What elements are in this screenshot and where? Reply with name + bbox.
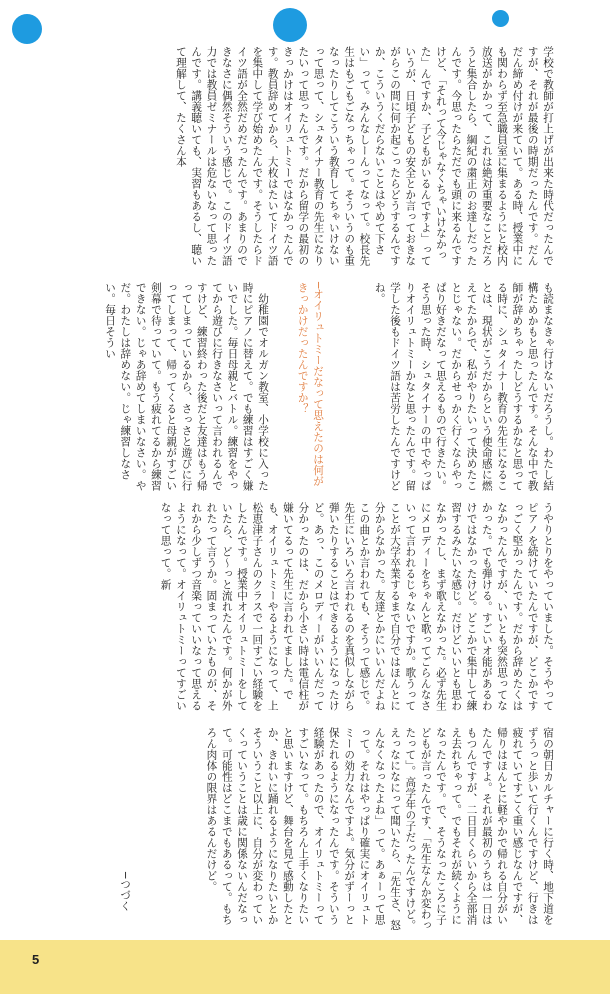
article-text-lower-a: うやりとりをやっていました。そうやってピアノを続けていたんですが、どこかですっごく堅かったんです。だから辞めたくはなかったんですが、いいとも突然思ってなかった。でも弾ける。すごいオ能があるわけではなかったけど。どこかで集中して練習するみたいな感じ。だけどいいとも思わなかったし、まず歌えなかった。必ず先生にメロディーをちゃんと歌ってごらんなさいって言われるじゃないですか。歌うってことが大学卒業するまで自分ではほんとに分からなかった。友達とかにいいんだよねこの曲とか言われても、そうって感じで。先生にいろいろ言われるのを真似しながら弾いたりすることはできるようになったけど。あっ、このメロディーがいいんだって分かったのは、だから小さい時は電信柱が嫌いてるって先生に言われてました。でも、オイリュトミーやるようになって、上松恵津子さんのクラスで一回すごい経験をしたんです。授業中オイリュトミーをしていたら、ど〜っと流れたんです。何かが外れたって言うか。固まっていたものが、それから少しずつ音楽っていいなって思えるようになって。オイリュトミーってすごいなって思って。新	[159, 502, 554, 711]
interview-question: ─オイリュトミーだなって思えたのは何がきっかけだったんですか？	[296, 282, 324, 487]
article-text-middle-a: も読まなきゃ行けないだろうし。わたし結構ためかもと思ったんです。そんな中で教師が辞めちゃったしどうするかなと思ってる時に、シュタイナー教育の先生になることは、現状がこうだからという使命感に燃えてたからで、私がやりたいって決めたことじゃない。だからせっかく行くならやっぱり好きだなって思えるもので行きたい。そう思った時、シュタイナーの中でやっぱりオイリュトミーかなと思ったんです。留学した後もドイツ語は苦労したんですけどね。	[373, 282, 554, 491]
page-number: 5	[32, 952, 40, 967]
article-text-top: 学校で教師が打上げが出来た時代だったんですが、それが最後の時期だったんです。だんだん締め付けが来ていて。ある時、授業中にも関わらず至急職員室に集まるようにと校内放送がかかって、これは絶対重要なことだろうと集合したら、綱紀の粛正のお達しだったんです。今思ったらただでも頭に来るんですけど、「それって今じゃなくちゃいけなかった」んですか、子どもがいるんですよ」っていうが、日頃子どもの安全とか言っておきながらこの間に何か起こったらどうするんですか、こういうくだらないことはやめて下さい」って。みんなしーんってなって。校長先生はもごもごなっちゃって。そういうのも重なったりしてこういう教育してちゃいけないって思って、シュタイナー教育の先生になりたいって思ったんです。だから留学の最初のきっかけはオイリュトミーではなかったんです。教員辞めてから、大枚はたいてドイツ語を集中して学び始めたんです。そうしたらドイツ語が全然だめだったんです。あまりのできなさに偶然そういう感じで。このドイツ語力では教員ゼミナールは危ないなって思ったんです。講義聴いても、実習もあるし、聴いて理解して、たくさん本	[174, 46, 554, 266]
decorative-dot-right	[492, 10, 509, 27]
article-text-lower-b: 宿の朝日カルチャーに行く時、地下道をずうっと歩いて行くんですけど、行きは疲れていてすごく重い感じなんですが、帰りはほんとに軽やかで帰れる自分がいたんですよ。それが最初のうちは一日はもつんですが、二日目くらいから全部消え去れちゃって。でもそれが続くようになったんです。で、そうなったころに子どもが言ったんです、「先生なんか変わったって」。高学年の子だったんですけど。えっなになにって聞いたら、「先生さ、怒んなくなったよね」って。あぁーって思って。それはやっぱり確実にオイリュトミーの効力なんですよ。気分がずーっと保たれるようになったんです。そういう経験があったので、オイリュトミーってすごいなって。もちろん上手くなりたいと思いますけど、舞台を見て感動したとか、きれいに踊れるようになりたいとかそういうこと以上に、自分が変わっていくっていうことは歳に関係ないんだなって。可能性はどこまでもあるって。もちろん肉体の限界はあるんだけど。	[205, 727, 554, 931]
decorative-dot-left	[12, 14, 42, 44]
decorative-dot-center	[273, 8, 307, 42]
footer-band	[0, 940, 610, 994]
article-text-middle-b: 幼稚園でオルガン教室、小学校に入った時にピアノに替えて。でも練習はすごく嫌いでした。毎日母親とバトル。練習をやってから遊びに行きなさいって言われるんですけど、練習終わった後だと友達はもう帰ってしまっているから、さっさと遊びに行ってしまって、帰ってくると母親がすごい剣幕で待っていて。もう疲れてるから練習できない。じゃあ辞めてしまいなさい。やだ。わたしは辞めない。じゃ練習しなさい。毎日そうい	[104, 282, 269, 491]
to-be-continued: ─つづく	[119, 872, 131, 912]
